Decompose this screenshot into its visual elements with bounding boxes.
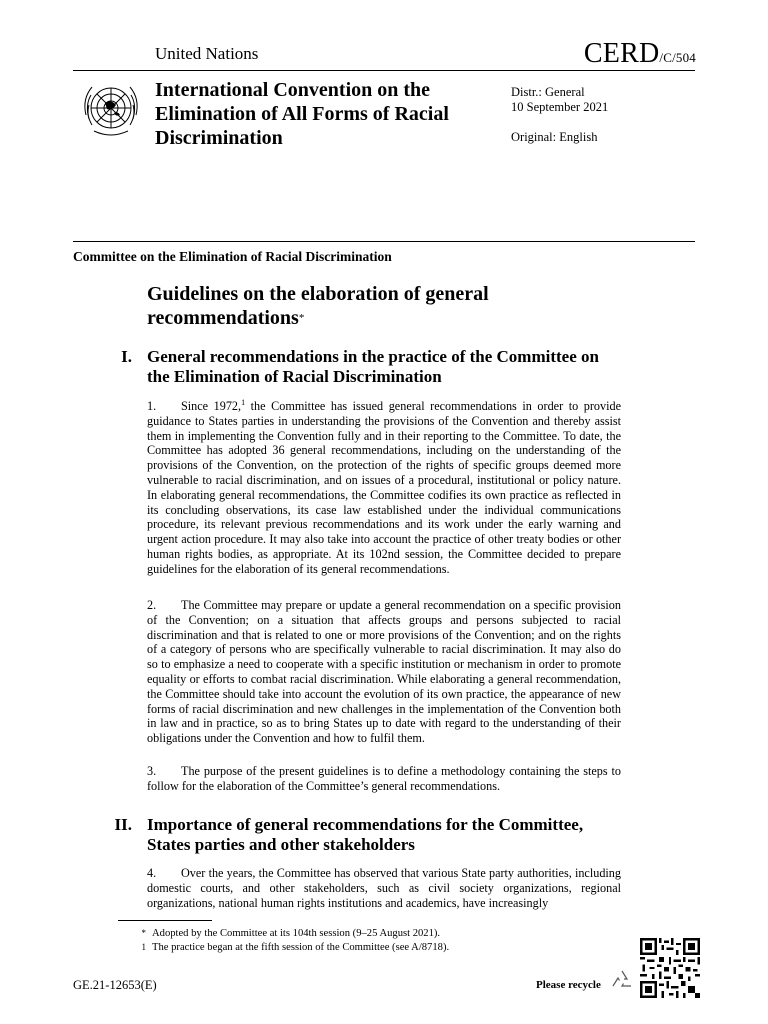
- symbol-main: CERD: [583, 38, 660, 69]
- recycle-icon: [610, 968, 634, 992]
- un-emblem-icon: [78, 75, 144, 141]
- title-footnote-mark: *: [298, 312, 305, 324]
- footnote-mark: *: [141, 928, 146, 938]
- paragraph-text: the Committee has issued general recommendations in order to provide guidance to States parties in understanding the provisions of the Convention and thereby assist them in implementing the Convention fully and in their reporting to the Committee. To date, the Committee has adopted 36 general recommendations, including on the understanding of the provisions of the Convention, on the protection of the rights of specific groups deemed more vulnerable to racial discrimination, and on issues of a procedural, institutional or policy nature. In elaborating general recommendations, the Committee codifies its own practice as reflected in its concluding observations, its case law established under the individual communications procedure, its relevant previous recommendations and its work under the early warning and urgent action procedure. It may also take into account the practice of other treaty bodies or other human rights bodies, as appropriate. At its 102nd session, the Committee decided to prepare guidelines for the elaboration of its general recommendations.: [147, 399, 621, 576]
- distribution: Distr.: General: [511, 85, 585, 99]
- job-number: GE.21-12653(E): [73, 978, 157, 992]
- section-title: General recommendations in the practice of the Committee on the Elimination of Racial Discrimination: [147, 347, 599, 386]
- issue-date: 10 September 2021: [511, 100, 609, 114]
- recycle-label: Please recycle: [536, 979, 601, 991]
- section-number: II.: [114, 815, 132, 834]
- qr-code-icon: [640, 938, 700, 998]
- paragraph: [147, 598, 621, 746]
- footnote-text: Adopted by the Committee at its 104th session (9–25 August 2021).: [152, 928, 441, 939]
- paragraph-lead: Since 1972,: [181, 399, 242, 413]
- paragraph-number: 3.: [147, 764, 157, 778]
- footnote: [118, 928, 440, 939]
- paragraph-number: 2.: [147, 598, 157, 612]
- section-number: I.: [121, 347, 132, 366]
- organization-name: United Nations: [155, 44, 259, 63]
- footnote-rule: [118, 920, 212, 921]
- paragraph: [147, 399, 621, 577]
- section-title: Importance of general recommendations for the Committee, States parties and other stakeholders: [147, 815, 584, 854]
- paragraph-text: The Committee may prepare or update a general recommendation on a specific provision of the Convention; on a situation that affects groups and persons subjected to racial discrimination and that is related to one or more provisions of the Convention; and on the rights of a category of persons who are specifically vulnerable to racial discrimination. It may also do so to emphasize a need to cooperate with a specific institution or mechanism in order to promote equality or efforts to combat racial discrimination. While elaborating a general recommendation, the Committee should take into account the evolution of its own practice, the appearance of new forms of racial discrimination and new challenges in the implementation of the Convention both in law and in practice, so as to bring States up to date with regard to the understanding of their obligations under the Convention and how to fulfil them.: [147, 598, 621, 746]
- convention-title: International Convention on the Elimination of All Forms of Racial Discrimination: [155, 79, 449, 149]
- paragraph-number: 1.: [147, 399, 157, 413]
- footnote: [118, 942, 449, 953]
- paragraph-text: The purpose of the present guidelines is to define a methodology containing the steps to follow for the elaboration of the Committee’s general recommendations.: [147, 764, 621, 793]
- document-title-text: Guidelines on the elaboration of general recommendations: [147, 283, 489, 329]
- document-title: [147, 282, 597, 330]
- paragraph-number: 4.: [147, 866, 157, 880]
- footnote-text: The practice began at the fifth session of the Committee (see A/8718).: [152, 942, 450, 953]
- paragraph-text: Over the years, the Committee has observed that various State party authorities, including domestic courts, and other stakeholders, such as civil society organizations, regional organizations, national human rights institutions and academics, have increasingly: [147, 866, 621, 910]
- symbol-suffix: /C/504: [659, 50, 696, 65]
- paragraph: [147, 866, 621, 910]
- committee-name: Committee on the Elimination of Racial Discrimination: [73, 249, 392, 264]
- document-symbol: [584, 38, 696, 70]
- paragraph: [147, 764, 621, 794]
- original-language: Original: English: [511, 130, 598, 144]
- footnote-ref[interactable]: 1: [241, 397, 246, 407]
- section-rule: [73, 241, 695, 242]
- header-rule: [73, 70, 695, 71]
- footnote-mark: 1: [141, 942, 146, 952]
